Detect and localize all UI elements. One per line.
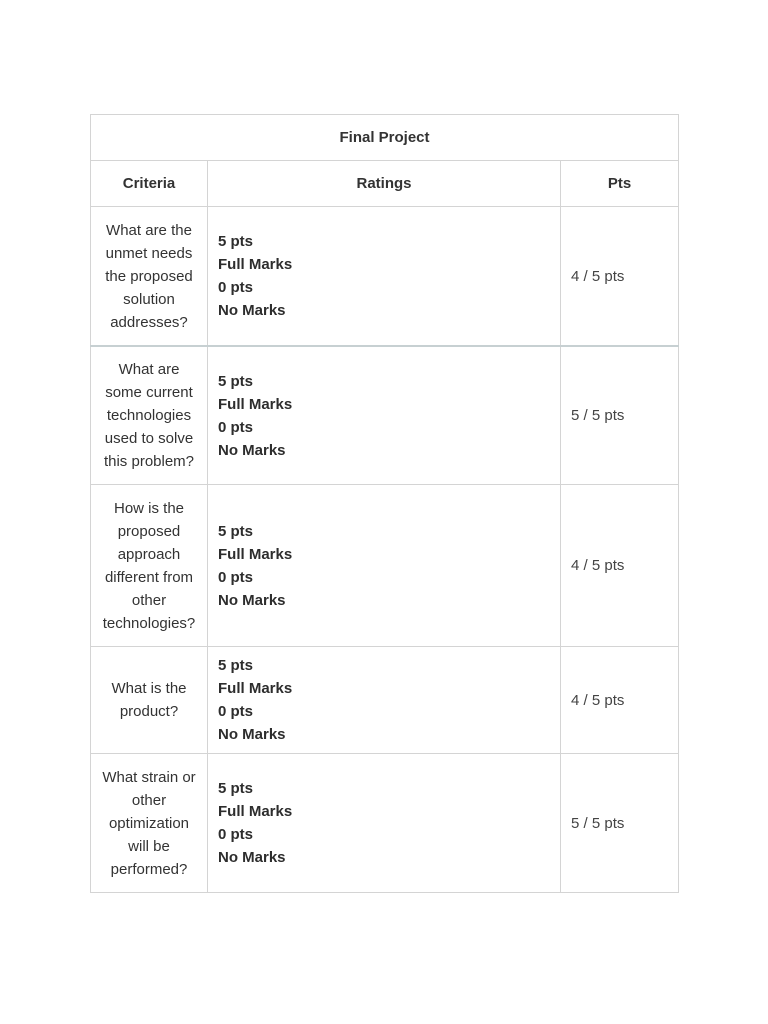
ratings-cell <box>208 647 561 754</box>
rating-full-points: 5 pts <box>218 372 254 390</box>
ratings-header: Ratings <box>208 161 561 207</box>
rating-zero-points: 0 pts <box>218 418 254 436</box>
rating-zero-label: No Marks <box>218 441 286 459</box>
criteria-header: Criteria <box>91 161 208 207</box>
score-text: 5 / 5 pts <box>561 346 679 485</box>
rubric-title-row <box>91 115 679 161</box>
rating-full-label: Full Marks <box>218 395 293 413</box>
rating-zero-label: No Marks <box>218 849 286 866</box>
rubric-row <box>91 647 679 754</box>
rubric-row <box>91 754 679 893</box>
rubric-row <box>91 346 679 485</box>
rating-full-label: Full Marks <box>218 803 293 820</box>
rubric-title: Final Project <box>91 115 679 161</box>
rating-full-label: Full Marks <box>218 545 293 563</box>
ratings-cell <box>208 346 561 485</box>
score-text: 4 / 5 pts <box>561 647 679 754</box>
rating-zero-label: No Marks <box>218 591 286 609</box>
rating-zero-points: 0 pts <box>218 826 254 843</box>
criterion-text: What are some current technologies used to solve this problem? <box>91 346 208 485</box>
criterion-text: What is the product? <box>91 647 208 754</box>
rubric-header-row <box>91 161 679 207</box>
criterion-text: What are the unmet needs the proposed solution addresses? <box>91 207 208 347</box>
rubric-row <box>91 207 679 347</box>
criterion-text: What strain or other optimization will be performed? <box>91 754 208 893</box>
ratings-cell <box>208 754 561 893</box>
rating-zero-label: No Marks <box>218 302 286 319</box>
score-text: 4 / 5 pts <box>561 485 679 647</box>
rating-full-points: 5 pts <box>218 657 254 674</box>
rating-full-points: 5 pts <box>218 233 254 250</box>
rubric-row <box>91 485 679 647</box>
rating-zero-label: No Marks <box>218 726 286 743</box>
rating-zero-points: 0 pts <box>218 279 254 296</box>
pts-header: Pts <box>561 161 679 207</box>
rating-zero-points: 0 pts <box>218 568 254 586</box>
rubric-table <box>90 114 679 893</box>
ratings-cell <box>208 485 561 647</box>
rating-full-label: Full Marks <box>218 680 293 697</box>
rating-zero-points: 0 pts <box>218 703 254 720</box>
rating-full-points: 5 pts <box>218 522 254 540</box>
rating-full-points: 5 pts <box>218 780 254 797</box>
score-text: 4 / 5 pts <box>561 207 679 347</box>
rating-full-label: Full Marks <box>218 256 293 273</box>
score-text: 5 / 5 pts <box>561 754 679 893</box>
criterion-text: How is the proposed approach different from other technologies? <box>91 485 208 647</box>
ratings-cell <box>208 207 561 347</box>
